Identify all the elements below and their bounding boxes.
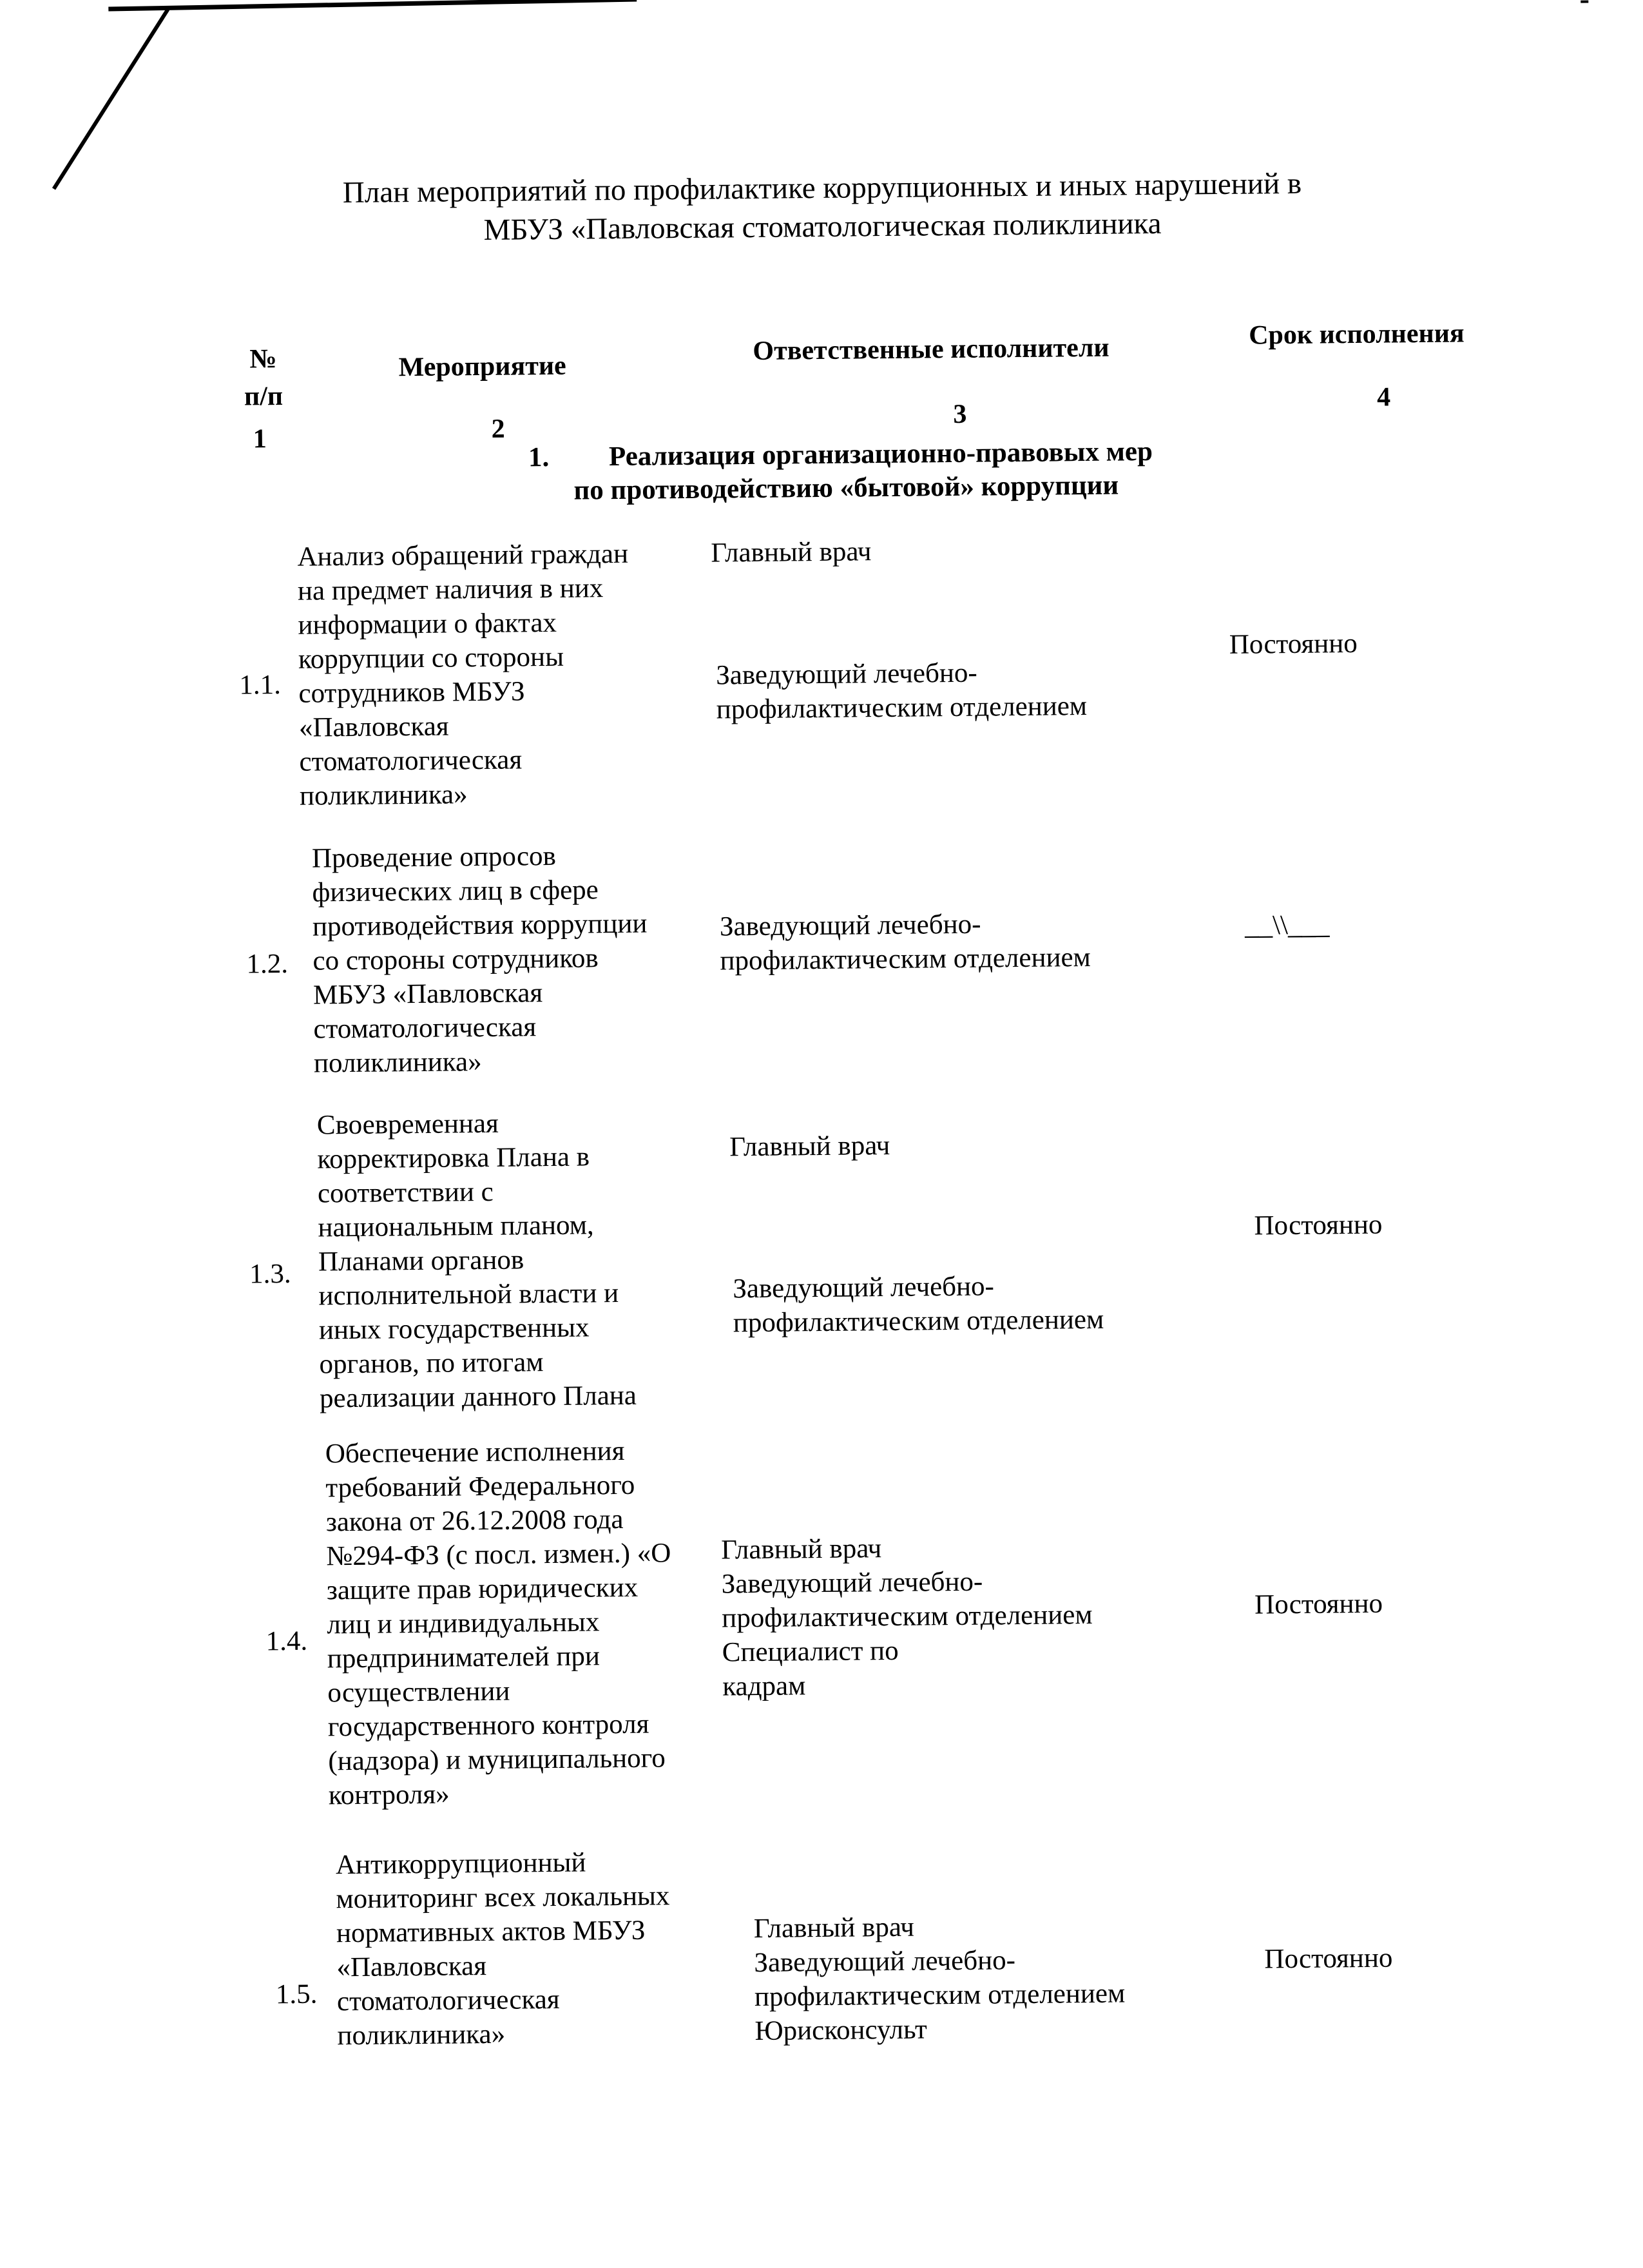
row-deadline: Постоянно <box>1264 1943 1393 1975</box>
document-title <box>184 162 1461 252</box>
header-activity: Мероприятие <box>398 351 566 383</box>
row-activity: Антикоррупционный мониторинг всех локальных нормативных актов МБУЗ «Павловская стоматологическая поликлиника» <box>335 1847 670 2051</box>
row-responsible: Заведующий лечебно- профилактическим отделением <box>733 1271 1104 1339</box>
row-deadline: Постоянно <box>1254 1588 1383 1620</box>
table-row <box>7 1836 1643 2051</box>
row-activity: Своевременная корректировка Плана в соответствии с национальным планом, Планами органов исполнительной власти и иных государственных органов, по итогам реализации данного Плана <box>316 1108 637 1414</box>
row-responsible: Главный врач Заведующий лечебно- профилактическим отделением Специалист по кадрам <box>721 1533 1093 1702</box>
title-line-1: План мероприятий по профилактике коррупционных и иных нарушений в <box>342 166 1302 210</box>
row-responsible: Главный врач <box>711 536 872 568</box>
scan-edge-mark <box>52 8 169 190</box>
row-activity: Обеспечение исполнения требований Федерального закона от 26.12.2008 года №294-ФЗ (с посл. измен.) «О защите прав юридических лиц и индивидуальных предпринимателей при осуществлении государственного контроля (надзора) и муниципального контроля» <box>325 1435 671 1811</box>
row-number: 1.2. <box>246 948 289 980</box>
table-row <box>0 1096 1643 1414</box>
row-activity: Анализ обращений граждан на предмет наличия в них информации о фактах коррупции со стороны сотрудников МБУЗ «Павловская стоматологическая поликлиника» <box>297 538 629 811</box>
row-responsible: Главный врач <box>729 1130 890 1163</box>
column-number-3: 3 <box>953 399 967 429</box>
header-responsible: Ответственные исполнители <box>753 333 1110 366</box>
section-heading <box>406 434 1321 510</box>
section-number: 1. <box>528 442 550 473</box>
row-number: 1.1. <box>239 670 282 701</box>
table-row <box>0 829 1640 1079</box>
section-title-line-1: Реализация организационно-правовых мер <box>608 436 1153 472</box>
row-number: 1.3. <box>249 1258 291 1290</box>
row-responsible: Заведующий лечебно- профилактическим отделением <box>716 657 1088 725</box>
row-deadline: __\\___ <box>1244 909 1330 941</box>
row-deadline: Постоянно <box>1254 1209 1383 1241</box>
row-responsible: Главный врач Заведующий лечебно- профилактическим отделением Юрисконсульт <box>753 1912 1126 2047</box>
section-title-line-2: по противодействию «бытовой» коррупции <box>573 470 1119 506</box>
scan-speck <box>1581 0 1588 3</box>
header-num: № п/п <box>244 344 283 412</box>
table-row <box>0 527 1637 811</box>
column-number-4: 4 <box>1376 382 1391 412</box>
row-number: 1.5. <box>275 1979 318 2010</box>
scan-edge-mark <box>108 0 637 12</box>
header-deadline: Срок исполнения <box>1249 318 1465 351</box>
title-line-2: МБУЗ «Павловская стоматологическая поликлиника <box>483 206 1162 247</box>
column-number-2: 2 <box>491 414 505 444</box>
row-activity: Проведение опросов физических лиц в сфере противодействия коррупции со стороны сотрудников МБУЗ «Павловская стоматологическая поликлиника» <box>311 840 648 1079</box>
row-responsible: Заведующий лечебно- профилактическим отделением <box>719 909 1091 976</box>
row-deadline: Постоянно <box>1229 628 1358 660</box>
row-number: 1.4. <box>265 1625 308 1657</box>
table-row <box>3 1424 1643 1811</box>
column-number-1: 1 <box>253 424 267 454</box>
